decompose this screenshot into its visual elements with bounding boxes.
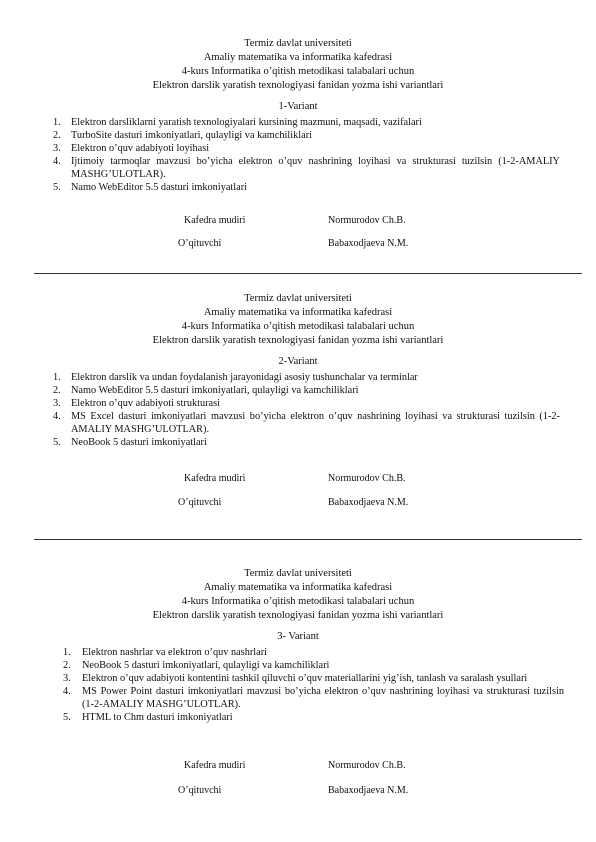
subject-line: Elektron darslik yaratish texnologiyasi fanidan yozma ishi variantlari [152, 610, 444, 621]
head-name: Normurodov Ch.B. [328, 215, 406, 226]
list-item [0, 142, 596, 155]
item-number: 5. [53, 182, 61, 193]
item-number: 2. [53, 130, 61, 141]
item-text: Namo WebEditor 5.5 dasturi imkoniyatlari [71, 182, 247, 193]
variant-title: 3- Variant [277, 631, 319, 642]
item-text: MS Excel dasturi imkoniyatlari mavzusi bo’yicha elektron o’quv nashrining loyihasi va strukturasi tuzilsin (1-2-AMALIY MASHG’ULOTLAR). [71, 411, 560, 435]
variant-title: 1-Variant [278, 101, 318, 112]
item-number: 3. [63, 673, 71, 684]
course-line: 4-kurs Informatika o’qitish metodikasi talabalari uchun [181, 596, 415, 607]
list-item [0, 181, 596, 194]
item-number: 1. [53, 117, 61, 128]
item-number: 2. [53, 385, 61, 396]
item-text: Namo WebEditor 5.5 dasturi imkoniyatlari, qulayligi va kamchiliklari [71, 385, 359, 396]
item-number: 3. [53, 143, 61, 154]
teacher-name: Babaxodjaeva N.M. [328, 497, 409, 508]
question-list [0, 646, 596, 724]
list-item [0, 711, 596, 724]
teacher-role: O’qituvchi [178, 785, 222, 796]
head-name: Normurodov Ch.B. [328, 473, 406, 484]
signature-head [0, 759, 596, 773]
list-item [0, 116, 596, 129]
signature-head [0, 214, 596, 228]
item-number: 5. [63, 712, 71, 723]
university-name: Termiz davlat universiteti [244, 568, 352, 579]
variant-2-block [0, 292, 596, 449]
teacher-name: Babaxodjaeva N.M. [328, 238, 409, 249]
teacher-role: O’qituvchi [178, 497, 222, 508]
item-text: HTML to Chm dasturi imkoniyatlari [82, 712, 233, 723]
list-item [0, 672, 596, 685]
signature-teacher [0, 784, 596, 798]
item-number: 3. [53, 398, 61, 409]
signature-head [0, 472, 596, 486]
item-text: NeoBook 5 dasturi imkoniyatlari, qulayligi va kamchiliklari [82, 660, 330, 671]
item-text: MS Power Point dasturi imkoniyatlari mavzusi bo’yicha elektron o’quv nashrining loyihasi va strukturasi tuzilsin (1-2-AMALIY MASHG’ULOTLAR). [82, 686, 564, 710]
divider [34, 273, 582, 274]
department-name: Amaliy matematika va informatika kafedrasi [203, 52, 393, 63]
course-line: 4-kurs Informatika o’qitish metodikasi talabalari uchun [181, 66, 415, 77]
list-item [0, 371, 596, 384]
list-item [0, 685, 596, 711]
item-text: Elektron darsliklarni yaratish texnologiyalari kursining mazmuni, maqsadi, vazifalari [71, 117, 422, 128]
item-text: Elektron o’quv adabiyoti loyihasi [71, 143, 210, 154]
teacher-role: O’qituvchi [178, 238, 222, 249]
list-item [0, 410, 596, 436]
head-role: Kafedra mudiri [184, 215, 246, 226]
subject-line: Elektron darslik yaratish texnologiyasi fanidan yozma ishi variantlari [152, 80, 444, 91]
item-number: 5. [53, 437, 61, 448]
list-item [0, 397, 596, 410]
item-text: NeoBook 5 dasturi imkoniyatlari [71, 437, 207, 448]
head-role: Kafedra mudiri [184, 473, 246, 484]
list-item [0, 384, 596, 397]
list-item [0, 659, 596, 672]
item-text: Elektron o’quv adabiyoti kontentini tashkil qiluvchi o’quv materiallarini yig’ish, tanlash va saralash ysullari [82, 673, 528, 684]
item-number: 4. [53, 411, 61, 422]
item-number: 1. [63, 647, 71, 658]
list-item [0, 436, 596, 449]
course-line: 4-kurs Informatika o’qitish metodikasi talabalari uchun [181, 321, 415, 332]
university-name: Termiz davlat universiteti [244, 293, 352, 304]
list-item [0, 646, 596, 659]
item-number: 4. [53, 156, 61, 167]
variant-title: 2-Variant [278, 356, 318, 367]
question-list [0, 371, 596, 449]
list-item [0, 129, 596, 142]
item-text: Ijtimoiy tarmoqlar mavzusi bo’yicha elektron o’quv nashrining loyihasi va strukturasi tuzilsin (1-2-AMALIY MASHG’ULOTLAR). [71, 156, 560, 180]
subject-line: Elektron darslik yaratish texnologiyasi fanidan yozma ishi variantlari [152, 335, 444, 346]
teacher-name: Babaxodjaeva N.M. [328, 785, 409, 796]
department-name: Amaliy matematika va informatika kafedrasi [203, 307, 393, 318]
item-text: TurboSite dasturi imkoniyatlari, qulayligi va kamchiliklari [71, 130, 312, 141]
signature-teacher [0, 496, 596, 510]
item-number: 4. [63, 686, 71, 697]
item-number: 2. [63, 660, 71, 671]
item-number: 1. [53, 372, 61, 383]
signature-teacher [0, 237, 596, 251]
list-item [0, 155, 596, 181]
university-name: Termiz davlat universiteti [244, 38, 352, 49]
head-name: Normurodov Ch.B. [328, 760, 406, 771]
department-name: Amaliy matematika va informatika kafedrasi [203, 582, 393, 593]
item-text: Elektron darslik va undan foydalanish jarayonidagi asosiy tushunchalar va terminlar [71, 372, 418, 383]
item-text: Elektron o’quv adabiyoti strukturasi [71, 398, 220, 409]
variant-1-block [0, 37, 596, 194]
variant-3-block [0, 567, 596, 724]
head-role: Kafedra mudiri [184, 760, 246, 771]
question-list [0, 116, 596, 194]
item-text: Elektron nashrlar va elektron o’quv nashrlari [82, 647, 267, 658]
divider [34, 539, 582, 540]
